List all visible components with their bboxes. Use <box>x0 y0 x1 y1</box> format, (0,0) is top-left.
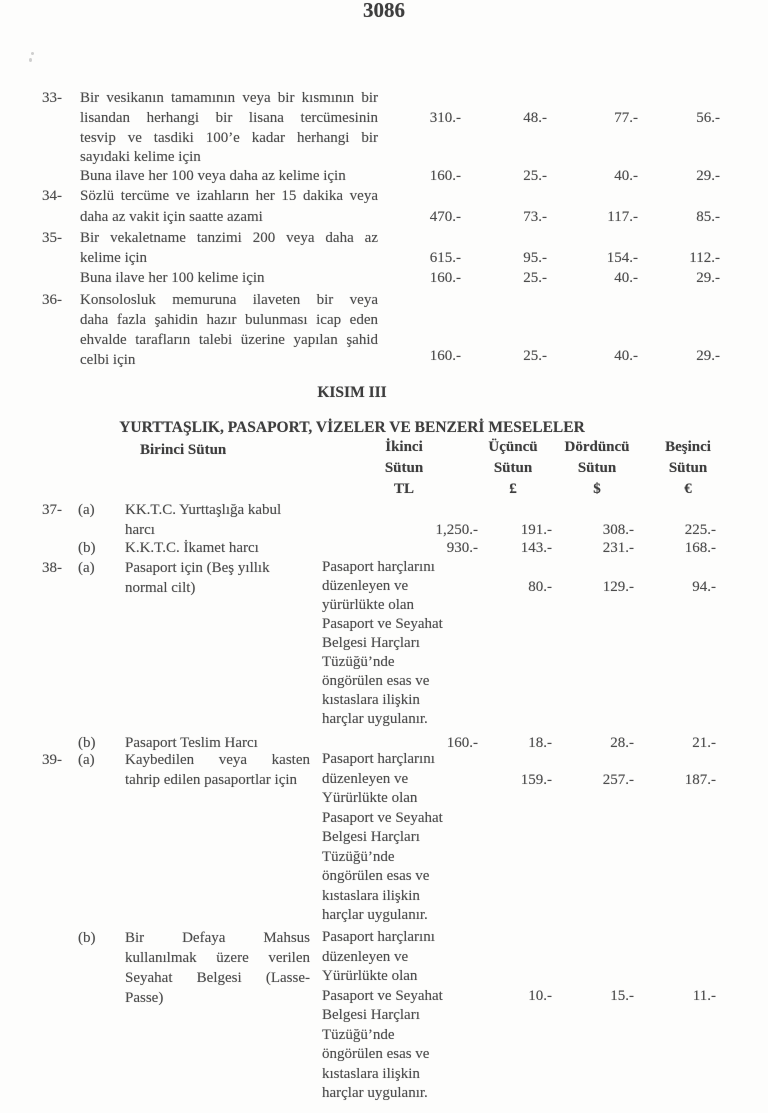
item-39a-note: Pasaport harçlarını düzenleyen ve Yürürlükte olan Pasaport ve Seyahat Belgesi Harçları Tüzüğü’nde öngörülen esas ve kıstaslara ilişkin harçlar uygulanır. <box>322 751 443 923</box>
item-33-addon-fee-eur: 29.- <box>696 168 720 184</box>
item-38a-line-2: normal cilt) <box>125 580 196 596</box>
item-39a-line-2: tahrip edilen pasaportlar için <box>125 772 298 788</box>
item-33-number: 33- <box>42 90 62 106</box>
item-35-addon-line: Buna ilave her 100 kelime için <box>80 270 265 286</box>
item-38a-letter: (a) <box>78 560 95 576</box>
item-38b-fee-tl: 160.- <box>446 735 478 751</box>
item-35-addon-fee-tl: 160.- <box>429 270 461 286</box>
item-38a-fee-gbp: 80.- <box>528 579 552 595</box>
item-39b-line-1: Bir Defaya Mahsus <box>125 930 310 946</box>
column-header-ucuncu-gbp: Üçüncü Sütun £ <box>488 439 538 497</box>
item-37a-letter: (a) <box>78 502 95 518</box>
item-35-fee-eur: 112.- <box>689 250 720 266</box>
item-36-line-4: celbi için <box>80 352 136 368</box>
item-34-fee-eur: 85.- <box>696 209 720 225</box>
item-39b-note: Pasaport harçlarını düzenleyen ve Yürürlükte olan Pasaport ve Seyahat Belgesi Harçları Tüzüğü’nde öngörülen esas ve kıstaslara ilişkin harçlar uygulanır. <box>322 929 443 1101</box>
item-37b-fee-usd: 231.- <box>602 540 634 556</box>
item-33-fee-gbp: 48.- <box>523 110 547 126</box>
item-38b-letter: (b) <box>78 735 96 751</box>
item-35-line-1: Bir vekaletname tanzimi 200 veya daha az <box>80 230 378 246</box>
item-38b-fee-gbp: 18.- <box>528 735 552 751</box>
item-34-number: 34- <box>42 188 62 204</box>
column-header-birinci: Birinci Sütun <box>140 442 227 458</box>
item-35-number: 35- <box>42 230 62 246</box>
item-37a-line-1: KK.T.C. Yurttaşlığa kabul <box>125 502 282 518</box>
item-39b-line-4: Passe) <box>125 990 164 1006</box>
item-37b-fee-eur: 168.- <box>684 540 716 556</box>
item-39b-line-2: kullanılmak üzere verilen <box>125 950 310 966</box>
item-39b-fee-usd: 15.- <box>610 988 634 1004</box>
item-37a-fee-usd: 308.- <box>602 522 634 538</box>
item-39b-fee-eur: 11.- <box>692 988 716 1004</box>
item-38a-note: Pasaport harçlarını düzenleyen ve yürürlükte olan Pasaport ve Seyahat Belgesi Harçları Tüzüğü’nde öngörülen esas ve kıstaslara ilişkin harçlar uygulanır. <box>322 559 443 727</box>
page-number: 3086 <box>363 0 405 22</box>
item-34-fee-usd: 117.- <box>607 209 638 225</box>
item-35-addon-fee-eur: 29.- <box>696 270 720 286</box>
item-39b-letter: (b) <box>78 930 96 946</box>
item-36-fee-gbp: 25.- <box>523 348 547 364</box>
item-33-fee-usd: 77.- <box>614 110 638 126</box>
column-header-dorduncu-usd: Dördüncü Sütun $ <box>564 439 630 497</box>
item-39b-fee-gbp: 10.- <box>528 988 552 1004</box>
item-38-number: 38- <box>42 560 62 576</box>
item-37b-letter: (b) <box>78 540 96 556</box>
section-title: YURTTAŞLIK, PASAPORT, VİZELER VE BENZERİ MESELELER <box>119 419 585 436</box>
item-35-addon-fee-gbp: 25.- <box>523 270 547 286</box>
item-38b-fee-usd: 28.- <box>610 735 634 751</box>
item-33-line-2: lisandan herhangi bir lisana tercümesinin <box>80 110 378 126</box>
item-38a-line-1: Pasaport için (Beş yıllık <box>125 560 270 576</box>
item-36-fee-eur: 29.- <box>696 348 720 364</box>
item-34-line-1: Sözlü tercüme ve izahların her 15 dakika veya <box>80 188 378 204</box>
item-38a-fee-eur: 94.- <box>692 579 716 595</box>
item-36-line-2: daha fazla şahidin hazır bulunması icap eden <box>80 312 378 328</box>
item-36-number: 36- <box>42 292 62 308</box>
item-35-addon-fee-usd: 40.- <box>614 270 638 286</box>
item-38a-fee-usd: 129.- <box>602 579 634 595</box>
item-33-line-1: Bir vesikanın tamamının veya bir kısmının bir <box>80 90 378 106</box>
item-33-addon-line: Buna ilave her 100 veya daha az kelime için <box>80 168 346 184</box>
item-34-fee-tl: 470.- <box>429 209 461 225</box>
scan-artifact <box>31 52 34 55</box>
item-38b-line-1: Pasaport Teslim Harcı <box>125 735 258 751</box>
item-39-number: 39- <box>42 752 62 768</box>
item-39a-letter: (a) <box>78 752 95 768</box>
item-37b-fee-gbp: 143.- <box>520 540 552 556</box>
item-37a-fee-gbp: 191.- <box>520 522 552 538</box>
item-35-fee-tl: 615.- <box>429 250 461 266</box>
column-header-ikinci-tl: İkinci Sütun TL <box>384 439 424 497</box>
item-39a-line-1: Kaybedilen veya kasten <box>125 752 310 768</box>
item-33-line-4: sayıdaki kelime için <box>80 149 201 165</box>
item-33-fee-eur: 56.- <box>696 110 720 126</box>
item-33-line-3: tesvip ve tasdiki 100’e kadar herhangi bir <box>80 130 378 146</box>
item-35-fee-gbp: 95.- <box>523 250 547 266</box>
item-35-fee-usd: 154.- <box>606 250 638 266</box>
item-38b-fee-eur: 21.- <box>692 735 716 751</box>
item-36-fee-usd: 40.- <box>614 348 638 364</box>
item-36-line-3: ehvalde tarafların talebi üzerine yapılan şahid <box>80 332 378 348</box>
item-36-line-1: Konsolosluk memuruna ilaveten bir veya <box>80 292 378 308</box>
item-39b-line-3: Seyahat Belgesi (Lasse- <box>125 970 310 986</box>
column-header-besinci-eur: Beşinci Sütun € <box>665 439 711 497</box>
item-35-line-2: kelime için <box>80 250 148 266</box>
item-33-fee-tl: 310.- <box>429 110 461 126</box>
item-33-addon-fee-gbp: 25.- <box>523 168 547 184</box>
item-37a-fee-tl: 1,250.- <box>435 522 478 538</box>
item-33-addon-fee-usd: 40.- <box>614 168 638 184</box>
scan-artifact <box>29 58 32 62</box>
item-37-number: 37- <box>42 502 62 518</box>
item-34-line-2: daha az vakit için saatte azami <box>80 209 263 225</box>
item-34-fee-gbp: 73.- <box>523 209 547 225</box>
item-36-fee-tl: 160.- <box>429 348 461 364</box>
item-37a-fee-eur: 225.- <box>684 522 716 538</box>
section-heading: KISIM III <box>317 384 387 401</box>
item-39a-fee-eur: 187.- <box>684 772 716 788</box>
item-37a-line-2: harcı <box>125 522 155 538</box>
item-39a-fee-gbp: 159.- <box>520 772 552 788</box>
item-39a-fee-usd: 257.- <box>602 772 634 788</box>
item-33-addon-fee-tl: 160.- <box>429 168 461 184</box>
item-37b-fee-tl: 930.- <box>446 540 478 556</box>
item-37b-line-1: K.K.T.C. İkamet harcı <box>125 540 259 556</box>
